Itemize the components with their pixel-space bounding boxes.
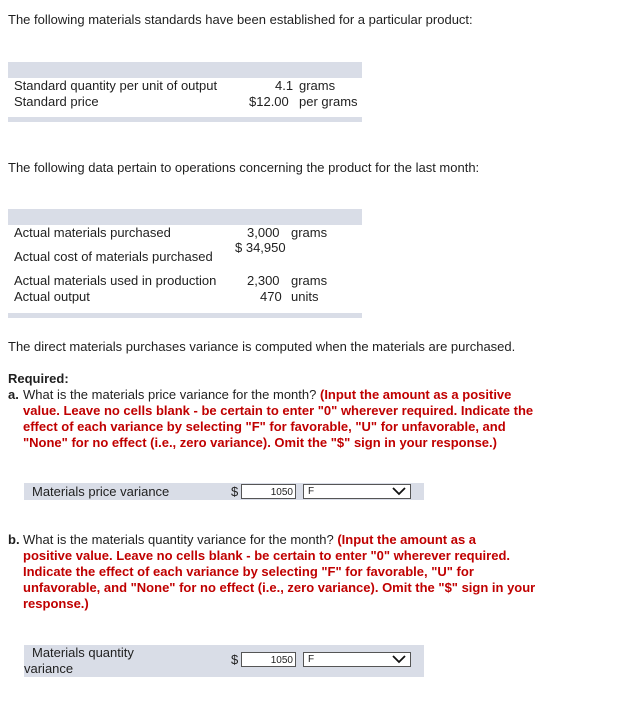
quantity-variance-label-1: Materials quantity xyxy=(32,645,134,660)
quantity-variance-effect-value: F xyxy=(308,654,315,665)
price-variance-effect-value: F xyxy=(308,486,315,497)
quantity-variance-amount-input[interactable]: 1050 xyxy=(241,652,296,667)
question-a-instr-2: value. Leave no cells blank - be certain to enter "0" wherever required. Indicate the xyxy=(23,403,534,418)
std-price-label: Standard price xyxy=(14,94,99,109)
intro-data: The following data pertain to operations concerning the product for the last month: xyxy=(8,160,480,175)
question-b-prefix: b. xyxy=(8,532,20,547)
actual-output-label: Actual output xyxy=(14,289,90,304)
question-a-line1 xyxy=(23,387,511,402)
quantity-variance-effect-select[interactable] xyxy=(303,652,411,667)
actual-purchased-unit: grams xyxy=(291,225,328,240)
std-price-value: $12.00 xyxy=(249,94,289,109)
question-a-prefix: a. xyxy=(8,387,19,402)
actual-output-unit: units xyxy=(291,289,319,304)
actual-cost-label: Actual cost of materials purchased xyxy=(14,249,213,264)
std-price-unit: per grams xyxy=(299,94,358,109)
intro-variance-note: The direct materials purchases variance is computed when the materials are purchased. xyxy=(8,339,516,354)
intro-standards: The following materials standards have been established for a particular product: xyxy=(8,12,473,27)
quantity-variance-label-2: variance xyxy=(24,661,74,676)
actual-purchased-label: Actual materials purchased xyxy=(14,225,171,240)
chevron-down-icon xyxy=(392,654,406,664)
question-a-instr-4: "None" for no effect (i.e., zero variance). Omit the "$" sign in your response.) xyxy=(23,435,497,450)
actual-used-unit: grams xyxy=(291,273,328,288)
question-b-instr-1: (Input the amount as a xyxy=(337,532,477,547)
question-b-instr-2: positive value. Leave no cells blank - be certain to enter "0" wherever required. xyxy=(23,548,511,563)
required-heading: Required: xyxy=(8,371,69,386)
question-a-text: What is the materials price variance for the month? xyxy=(23,387,317,402)
question-b-instr-3: Indicate the effect of each variance by selecting "F" for favorable, "U" for xyxy=(23,564,474,579)
actual-output-value: 470 xyxy=(260,289,282,304)
question-b-instr-5: response.) xyxy=(23,596,89,611)
quantity-variance-dollar: $ xyxy=(231,652,239,667)
price-variance-effect-select[interactable] xyxy=(303,484,411,499)
std-qty-unit: grams xyxy=(299,78,336,93)
actual-used-label: Actual materials used in production xyxy=(14,273,217,288)
question-b-instr-4: unfavorable, and "None" for no effect (i.e., zero variance). Omit the "$" sign in your xyxy=(23,580,536,595)
table-header-bar xyxy=(8,209,362,225)
question-b-text: What is the materials quantity variance for the month? xyxy=(23,532,334,547)
price-variance-amount-input[interactable]: 1050 xyxy=(241,484,296,499)
chevron-down-icon xyxy=(392,486,406,496)
price-variance-dollar: $ xyxy=(231,484,239,499)
table-header-bar xyxy=(8,62,362,78)
question-a-instr-3: effect of each variance by selecting "F" for favorable, "U" for unfavorable, and xyxy=(23,419,506,434)
question-b-line1 xyxy=(23,532,476,547)
question-a-instr-1: (Input the amount as a positive xyxy=(319,387,512,402)
actual-purchased-value: 3,000 xyxy=(247,225,280,240)
actual-used-value: 2,300 xyxy=(247,273,280,288)
table-footer-bar xyxy=(8,117,362,122)
table-footer-bar xyxy=(8,313,362,318)
price-variance-label: Materials price variance xyxy=(32,484,170,499)
actual-cost-value: $ 34,950 xyxy=(235,240,286,255)
std-qty-label: Standard quantity per unit of output xyxy=(14,78,218,93)
std-qty-value: 4.1 xyxy=(275,78,294,93)
